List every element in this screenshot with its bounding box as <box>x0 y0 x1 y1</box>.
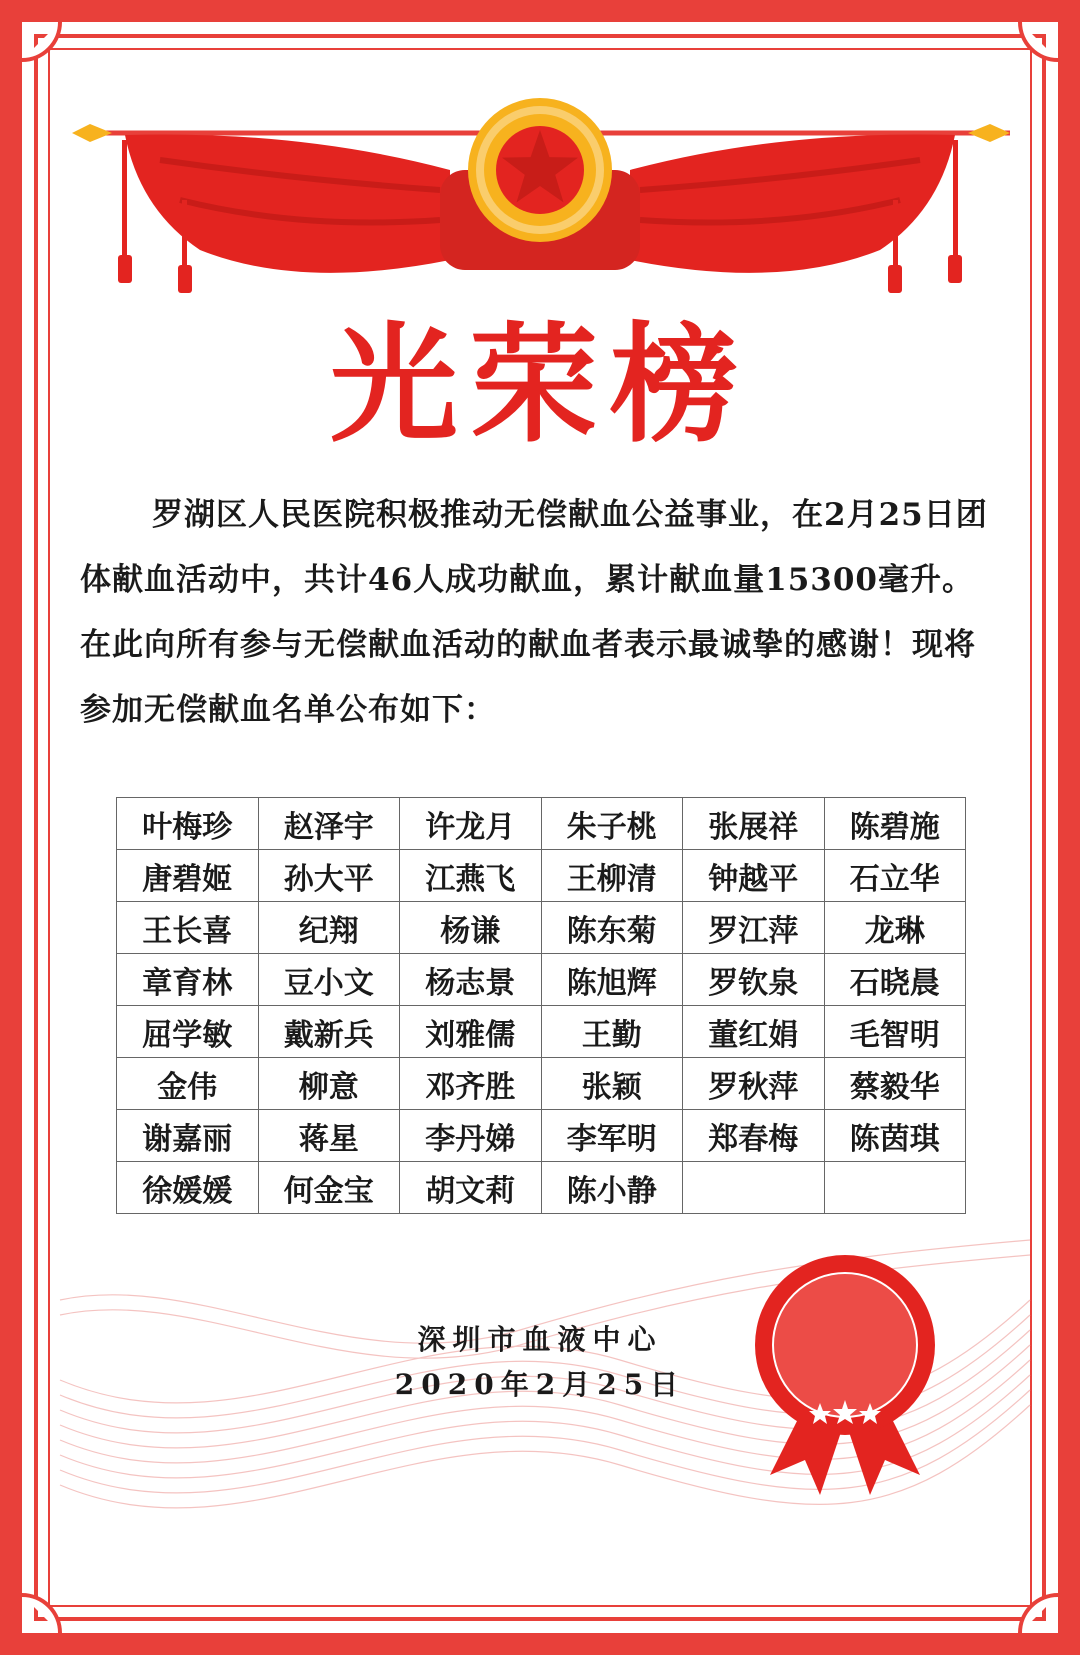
donor-name-cell: 胡文莉 <box>400 1162 542 1214</box>
donor-name-cell: 石立华 <box>824 850 966 902</box>
table-row <box>117 1006 966 1058</box>
donor-name-cell <box>824 1162 966 1214</box>
donor-name-cell: 王柳清 <box>541 850 683 902</box>
donor-name-cell: 龙琳 <box>824 902 966 954</box>
donor-name-cell: 陈旭辉 <box>541 954 683 1006</box>
table-row <box>117 954 966 1006</box>
donor-name-cell: 罗江萍 <box>683 902 825 954</box>
donor-name-cell: 纪翔 <box>258 902 400 954</box>
donor-name-cell: 蒋星 <box>258 1110 400 1162</box>
donor-name-cell: 叶梅珍 <box>117 798 259 850</box>
donor-name-cell: 邓齐胜 <box>400 1058 542 1110</box>
donor-name-cell: 徐媛媛 <box>117 1162 259 1214</box>
donor-name-cell: 罗钦泉 <box>683 954 825 1006</box>
donor-name-cell: 陈小静 <box>541 1162 683 1214</box>
donor-name-cell: 杨谦 <box>400 902 542 954</box>
issuer-organization: 深圳市血液中心 <box>417 1323 663 1356</box>
donor-names-table <box>116 797 966 1214</box>
donor-name-cell: 柳意 <box>258 1058 400 1110</box>
donor-name-cell: 许龙月 <box>400 798 542 850</box>
donor-name-cell: 郑春梅 <box>683 1110 825 1162</box>
donor-name-cell: 李丹娣 <box>400 1110 542 1162</box>
donor-name-cell: 赵泽宇 <box>258 798 400 850</box>
donor-name-cell: 唐碧姬 <box>117 850 259 902</box>
donor-name-cell: 王勤 <box>541 1006 683 1058</box>
table-row <box>117 1162 966 1214</box>
donor-name-cell: 章育林 <box>117 954 259 1006</box>
donor-name-cell: 孙大平 <box>258 850 400 902</box>
donor-name-cell: 金伟 <box>117 1058 259 1110</box>
table-row <box>117 850 966 902</box>
donor-name-cell: 刘雅儒 <box>400 1006 542 1058</box>
table-row <box>117 902 966 954</box>
donor-name-cell: 石晓晨 <box>824 954 966 1006</box>
donor-name-cell: 罗秋萍 <box>683 1058 825 1110</box>
donor-name-cell: 戴新兵 <box>258 1006 400 1058</box>
donor-name-cell: 钟越平 <box>683 850 825 902</box>
donor-name-cell: 谢嘉丽 <box>117 1110 259 1162</box>
donor-name-cell: 陈东菊 <box>541 902 683 954</box>
donor-name-cell: 张颖 <box>541 1058 683 1110</box>
donor-name-cell: 陈碧施 <box>824 798 966 850</box>
donor-name-cell <box>683 1162 825 1214</box>
donor-name-cell: 豆小文 <box>258 954 400 1006</box>
donor-name-cell: 陈茵琪 <box>824 1110 966 1162</box>
donor-name-cell: 朱子桃 <box>541 798 683 850</box>
table-row <box>117 1110 966 1162</box>
intro-paragraph: 罗湖区人民医院积极推动无偿献血公益事业，在2月25日团体献血活动中，共计46人成功献血，累计献血量15300毫升。在此向所有参与无偿献血活动的献血者表示最诚挚的感谢！现将参加无偿献血名单公布如下： <box>80 497 988 728</box>
page-title: 光荣榜 <box>329 310 750 460</box>
table-row <box>117 798 966 850</box>
donor-name-cell: 毛智明 <box>824 1006 966 1058</box>
donor-name-cell: 杨志景 <box>400 954 542 1006</box>
donor-name-cell: 董红娟 <box>683 1006 825 1058</box>
table-row <box>117 1058 966 1110</box>
donor-name-cell: 屈学敏 <box>117 1006 259 1058</box>
donor-name-cell: 张展祥 <box>683 798 825 850</box>
donor-name-cell: 江燕飞 <box>400 850 542 902</box>
donor-name-cell: 王长喜 <box>117 902 259 954</box>
donor-name-cell: 李军明 <box>541 1110 683 1162</box>
donor-name-cell: 何金宝 <box>258 1162 400 1214</box>
issue-date: 2020年2月25日 <box>394 1368 686 1401</box>
donor-name-cell: 蔡毅华 <box>824 1058 966 1110</box>
